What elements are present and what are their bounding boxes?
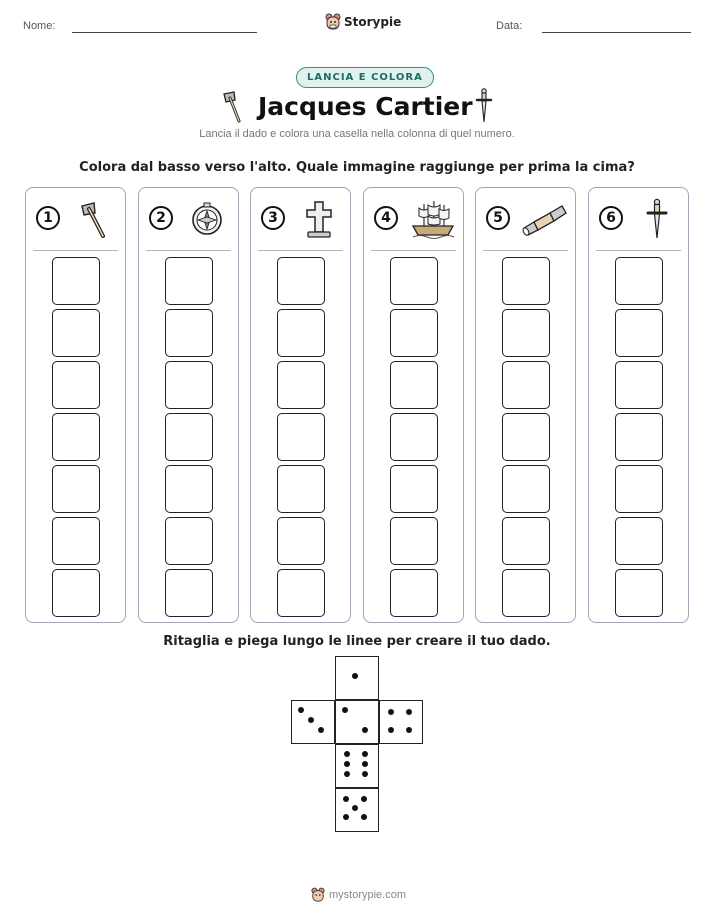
- color-box[interactable]: [52, 569, 100, 617]
- color-box[interactable]: [52, 413, 100, 461]
- die-pip: [406, 709, 412, 715]
- die-face-5: [335, 788, 379, 832]
- color-box[interactable]: [615, 465, 663, 513]
- color-box[interactable]: [615, 257, 663, 305]
- column-number: 6: [599, 206, 623, 230]
- color-box[interactable]: [52, 517, 100, 565]
- dagger-icon: [637, 198, 677, 240]
- color-box[interactable]: [52, 361, 100, 409]
- brand-logo: [325, 13, 401, 31]
- column-header: [251, 188, 350, 250]
- column-3: [250, 187, 351, 623]
- color-box[interactable]: [502, 413, 550, 461]
- name-label: Nome:: [23, 20, 56, 32]
- column-divider: [483, 250, 568, 251]
- die-pip: [343, 814, 349, 820]
- color-box[interactable]: [52, 309, 100, 357]
- color-box[interactable]: [277, 257, 325, 305]
- column-number: 3: [261, 206, 285, 230]
- die-pip: [308, 717, 314, 723]
- brand-name: Storypie: [344, 15, 402, 29]
- die-pip: [406, 727, 412, 733]
- axe-icon: [218, 90, 244, 124]
- color-box[interactable]: [165, 309, 213, 357]
- color-box[interactable]: [52, 257, 100, 305]
- axe-icon: [74, 198, 114, 240]
- column-divider: [146, 250, 231, 251]
- name-line: [72, 32, 257, 33]
- color-box[interactable]: [277, 569, 325, 617]
- color-box[interactable]: [502, 361, 550, 409]
- color-box[interactable]: [502, 309, 550, 357]
- column-divider: [258, 250, 343, 251]
- color-box[interactable]: [52, 465, 100, 513]
- die-face-6: [335, 744, 379, 788]
- subtitle: Lancia il dado e colora una casella nella colonna di quel numero.: [199, 128, 515, 140]
- color-box[interactable]: [615, 413, 663, 461]
- die-pip: [361, 814, 367, 820]
- color-box[interactable]: [390, 309, 438, 357]
- color-box[interactable]: [390, 517, 438, 565]
- column-header: [364, 188, 463, 250]
- die-pip: [362, 771, 368, 777]
- color-box[interactable]: [165, 257, 213, 305]
- page-title: Jacques Cartier: [258, 92, 473, 121]
- column-header: [589, 188, 688, 250]
- column-6: [588, 187, 689, 623]
- column-number: 4: [374, 206, 398, 230]
- color-box[interactable]: [165, 465, 213, 513]
- color-box[interactable]: [390, 361, 438, 409]
- die-pip: [344, 771, 350, 777]
- game-instruction: Colora dal basso verso l'alto. Quale immagine raggiunge per prima la cima?: [79, 160, 635, 175]
- color-box[interactable]: [165, 569, 213, 617]
- activity-badge: LANCIA E COLORA: [296, 67, 434, 88]
- column-number: 1: [36, 206, 60, 230]
- date-line: [542, 32, 691, 33]
- color-box[interactable]: [615, 361, 663, 409]
- storypie-mascot-icon: [325, 13, 341, 31]
- die-face-2: [335, 700, 379, 744]
- die-pip: [352, 805, 358, 811]
- die-pip: [361, 796, 367, 802]
- die-pip: [343, 796, 349, 802]
- color-box[interactable]: [165, 361, 213, 409]
- color-box[interactable]: [165, 517, 213, 565]
- footer: [311, 887, 406, 903]
- color-box[interactable]: [390, 465, 438, 513]
- color-box[interactable]: [615, 569, 663, 617]
- column-header: [26, 188, 125, 250]
- color-box[interactable]: [502, 569, 550, 617]
- color-box[interactable]: [502, 257, 550, 305]
- color-box[interactable]: [390, 413, 438, 461]
- dagger-icon: [474, 88, 494, 124]
- telescope-icon: [520, 198, 568, 240]
- die-pip: [342, 707, 348, 713]
- footer-url: mystorypie.com: [329, 889, 407, 901]
- color-box[interactable]: [277, 465, 325, 513]
- color-box[interactable]: [502, 465, 550, 513]
- column-5: [475, 187, 576, 623]
- column-divider: [33, 250, 118, 251]
- die-face-4: [379, 700, 423, 744]
- die-pip: [362, 727, 368, 733]
- die-pip: [362, 761, 368, 767]
- compass-icon: [187, 198, 227, 240]
- die-pip: [344, 751, 350, 757]
- color-box[interactable]: [390, 257, 438, 305]
- column-header: [139, 188, 238, 250]
- column-number: 2: [149, 206, 173, 230]
- column-4: [363, 187, 464, 623]
- die-face-1: [335, 656, 379, 700]
- die-pip: [352, 673, 358, 679]
- column-1: [25, 187, 126, 623]
- color-box[interactable]: [277, 309, 325, 357]
- color-box[interactable]: [277, 361, 325, 409]
- die-pip: [388, 709, 394, 715]
- color-box[interactable]: [502, 517, 550, 565]
- storypie-mascot-icon: [311, 887, 325, 903]
- die-pip: [388, 727, 394, 733]
- color-box[interactable]: [277, 413, 325, 461]
- date-label: Data:: [496, 20, 523, 32]
- column-2: [138, 187, 239, 623]
- color-box[interactable]: [390, 569, 438, 617]
- die-face-3: [291, 700, 335, 744]
- die-pip: [298, 707, 304, 713]
- color-box[interactable]: [615, 309, 663, 357]
- column-header: [476, 188, 575, 250]
- color-box[interactable]: [277, 517, 325, 565]
- die-pip: [344, 761, 350, 767]
- color-box[interactable]: [615, 517, 663, 565]
- column-divider: [596, 250, 681, 251]
- color-box[interactable]: [165, 413, 213, 461]
- column-number: 5: [486, 206, 510, 230]
- die-pip: [318, 727, 324, 733]
- die-pip: [362, 751, 368, 757]
- die-instruction: Ritaglia e piega lungo le linee per creare il tuo dado.: [163, 634, 551, 649]
- column-divider: [371, 250, 456, 251]
- cross-icon: [299, 198, 339, 240]
- ship-icon: [410, 198, 456, 240]
